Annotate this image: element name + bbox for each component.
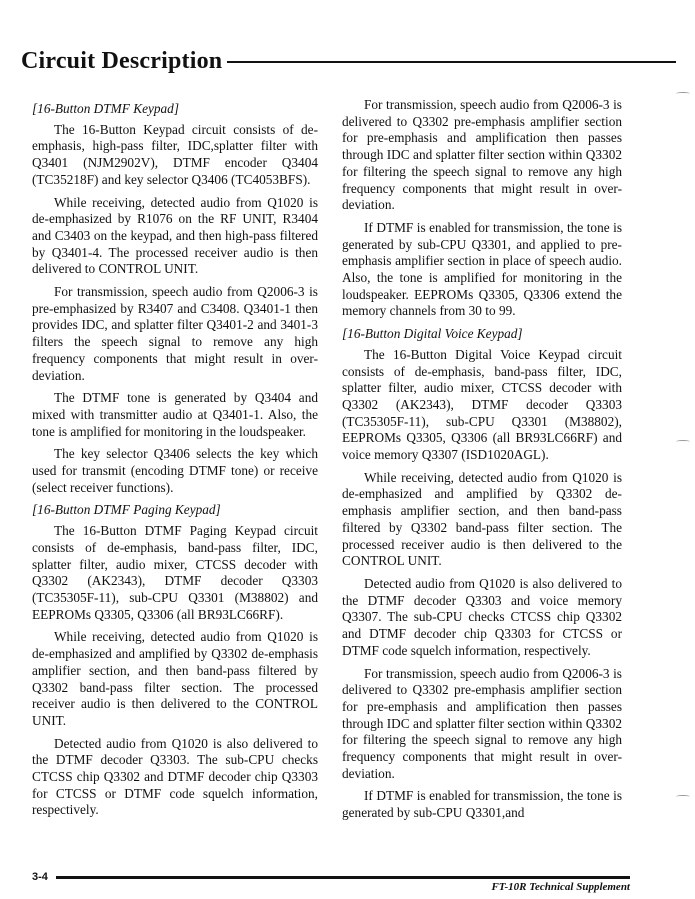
- paragraph: The 16-Button DTMF Paging Keypad circuit consists of de-emphasis, band-pass filter, IDC, splatter filter, audio mixer, CTCSS decoder with Q3302 (AK2343), DTMF decoder Q3303 (TC35305F-11), sub-CPU Q3301 (M38802) and EEPROMs Q3305, Q3306 (all BR93LC66RF).: [32, 523, 318, 622]
- paragraph: While receiving, detected audio from Q1020 is de-emphasized and amplified by Q3302 de-emphasis amplifier section, and then band-pass filtered by Q3302 band-pass filter section. The processed receiver audio is then delivered to the CONTROL UNIT.: [32, 629, 318, 728]
- left-column: [32, 97, 318, 825]
- page-title: Circuit Description: [21, 48, 223, 74]
- document-title: FT-10R Technical Supplement: [491, 881, 630, 893]
- paragraph: The key selector Q3406 selects the key which used for transmit (encoding DTMF tone) or receive (select receiver functions).: [32, 446, 318, 495]
- paragraph: For transmission, speech audio from Q2006-3 is pre-emphasized by R3407 and C3408. Q3401-1 then provides IDC, and splatter filter Q3401-2 and 3401-3 filters the speech signal to remove any high frequency components that might result in over-deviation.: [32, 284, 318, 383]
- section-heading: [16-Button DTMF Keypad]: [32, 101, 179, 116]
- paragraph: If DTMF is enabled for transmission, the tone is generated by sub-CPU Q3301, and applied to pre-emphasis amplifier section in place of speech audio. Also, the tone is amplified for monitoring in the loudspeaker. EEPROMs Q3305, Q3306 extend the memory channels from 30 to 99.: [342, 219, 622, 319]
- paragraph: Detected audio from Q1020 is also delivered to the DTMF decoder Q3303. The sub-CPU checks CTCSS chip Q3302 and DTMF decoder chip Q3303 for CTCSS or DTMF code squelch information, respectively.: [32, 735, 318, 818]
- paragraph: The 16-Button Digital Voice Keypad circuit consists of de-emphasis, band-pass filter, IDC, splatter filter, audio mixer, CTCSS decoder with Q3302 (AK2343), DTMF decoder Q3303 (TC35305F-11), sub-CPU Q3301 (M38802), EEPROMs Q3305, Q3306 (all BR93LC66RF) and voice memory Q3307 (ISD1020AGL).: [342, 346, 622, 463]
- paragraph: For transmission, speech audio from Q2006-3 is delivered to Q3302 pre-emphasis amplifier section for pre-emphasis and amplification then passes through IDC and splatter filter section within Q3302 for filtering the speech signal to remove any high frequency components that might result in over-deviation.: [342, 97, 622, 213]
- margin-mark: [676, 92, 690, 95]
- page-header: [21, 46, 676, 76]
- page-footer: [32, 868, 630, 893]
- paragraph: Detected audio from Q1020 is also delivered to the DTMF decoder Q3303 and voice memory Q3307. The sub-CPU checks CTCSS chip Q3302 and DTMF decoder chip Q3303 for CTCSS or DTMF code squelch information, respectively.: [342, 575, 622, 658]
- margin-mark: [676, 440, 690, 443]
- paragraph: The DTMF tone is generated by Q3404 and mixed with transmitter audio at Q3401-1. Also, the tone is amplified for monitoring in the loudspeaker.: [32, 390, 318, 439]
- footer-rule: [56, 876, 630, 879]
- paragraph: If DTMF is enabled for transmission, the tone is generated by sub-CPU Q3301,and: [342, 788, 622, 821]
- paragraph: The 16-Button Keypad circuit consists of de-emphasis, high-pass filter, IDC,splatter filter with Q3401 (NJM2902V), DTMF encoder Q3404 (TC35218F) and key selector Q3406 (TC4053BFS).: [32, 121, 318, 187]
- section-heading: [16-Button Digital Voice Keypad]: [342, 326, 523, 342]
- right-column: [342, 97, 622, 828]
- paragraph: For transmission, speech audio from Q2006-3 is delivered to Q3302 pre-emphasis amplifier section for pre-emphasis and amplification then passes through IDC and splatter filter section within Q3302 for filtering the speech signal to remove any high frequency components that might result in over-deviation.: [342, 665, 622, 781]
- paragraph: While receiving, detected audio from Q1020 is de-emphasized and amplified by Q3302 de-emphasis amplifier section, and then band-pass filtered by Q3302 band-pass filter section. The processed receiver audio is then delivered to the CONTROL UNIT.: [342, 469, 622, 569]
- paragraph: While receiving, detected audio from Q1020 is de-emphasized by R1076 on the RF UNIT, R3404 and C3403 on the keypad, and then high-pass filtered by Q3401-4. The processed receiver audio is then delivered to CONTROL UNIT.: [32, 194, 318, 277]
- header-rule: [227, 61, 676, 63]
- page-number: 3-4: [32, 871, 48, 883]
- section-heading: [16-Button DTMF Paging Keypad]: [32, 502, 221, 518]
- margin-mark: [676, 795, 690, 798]
